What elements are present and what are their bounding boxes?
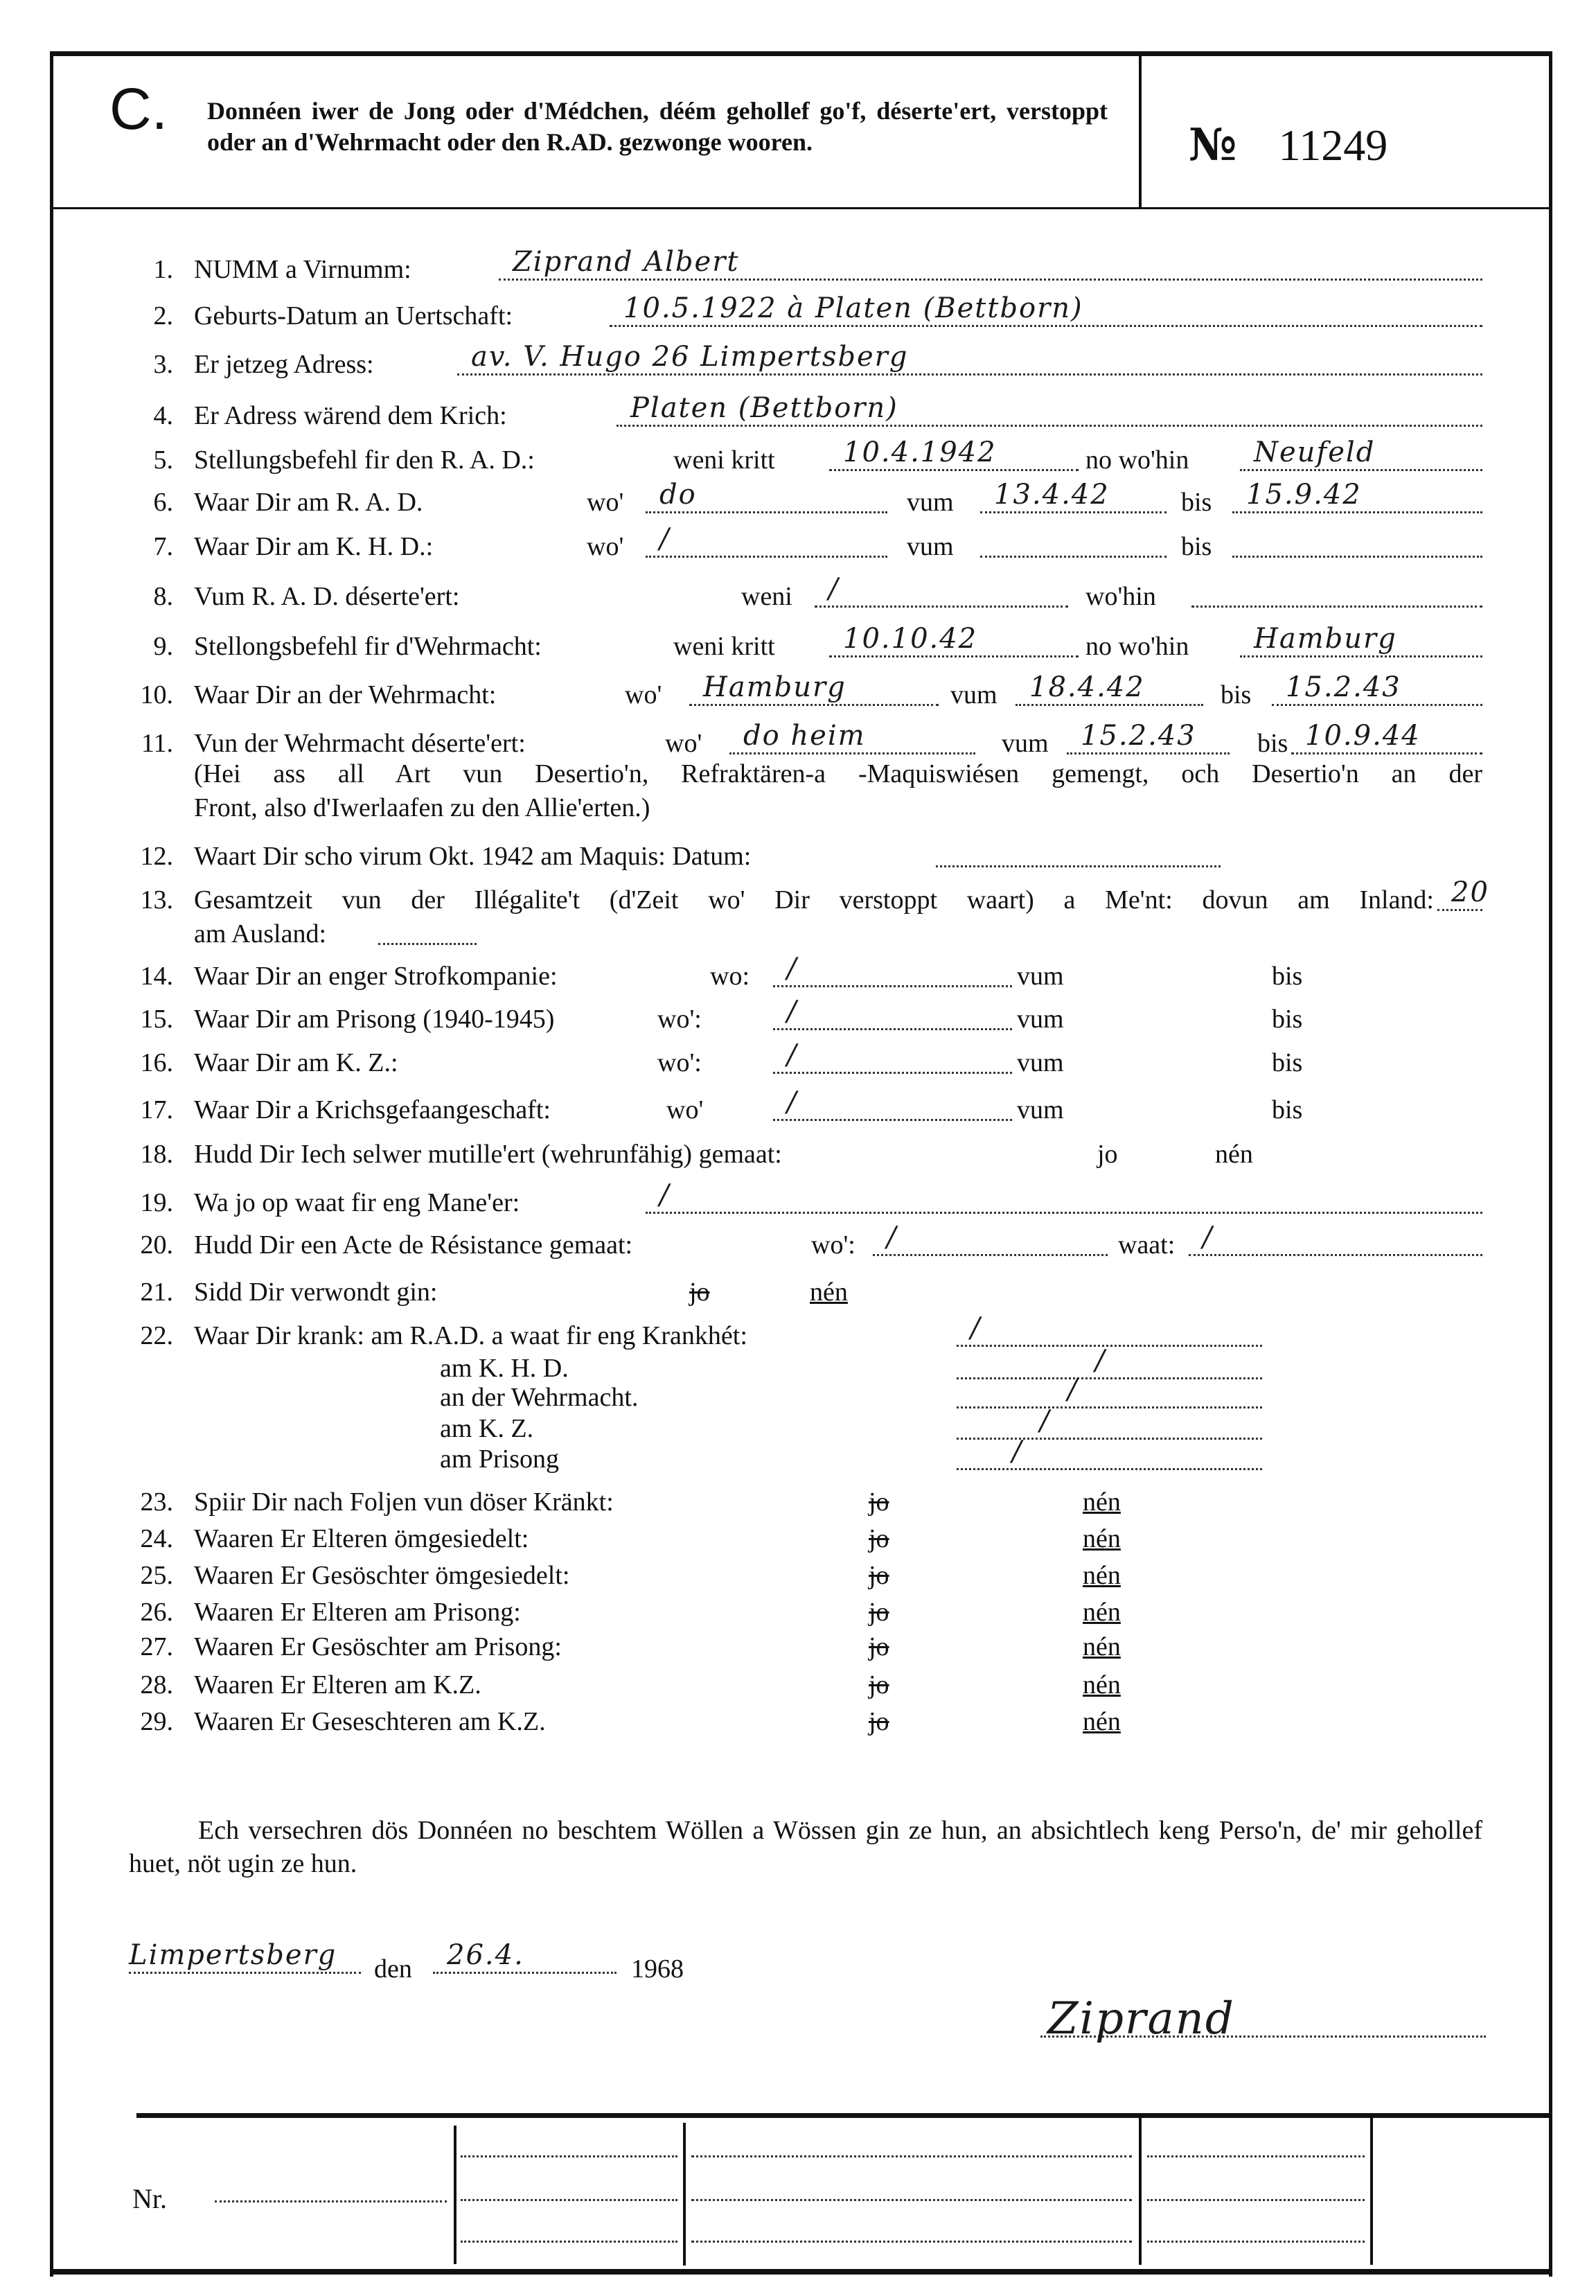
field-prefix[interactable]: nén (1083, 1598, 1121, 1627)
input-field[interactable] (610, 292, 1482, 327)
footer-table-cell-line[interactable] (691, 2199, 1132, 2201)
header-divider (51, 207, 1552, 209)
handwritten-value: / (787, 1039, 798, 1071)
handwritten-value: Platen (Bettborn) (630, 392, 898, 424)
field-prefix: bis (1221, 680, 1252, 709)
signing-place-field[interactable] (129, 1940, 361, 1974)
form-row-8 (0, 573, 1596, 612)
handwritten-value: Hamburg (703, 671, 846, 703)
row-number: 26. (140, 1598, 173, 1627)
handwritten-value: / (828, 573, 840, 605)
row-label: Geburts-Datum an Uertschaft: (194, 301, 513, 330)
declaration: Ech versechren dös Donnéen no beschtem Wöllen a Wössen gin ze hun, an absichtlech keng Perso'n, de' mir gehollef huet, nöt ugin ze hun. (129, 1816, 1482, 1878)
field-prefix: wo'hin (1085, 582, 1156, 611)
handwritten-value: Neufeld (1254, 436, 1376, 468)
handwritten-value: / (970, 1312, 982, 1344)
form-row-29 (0, 1706, 1596, 1738)
row-label: Waar Dir am Prisong (1940-1945) (194, 1005, 555, 1034)
form-row-1 (0, 246, 1596, 285)
footer-table-cell-line[interactable] (691, 2241, 1132, 2243)
input-field[interactable] (499, 246, 1482, 281)
row-number: 28. (140, 1670, 173, 1699)
handwritten-value: 20 (1451, 876, 1489, 908)
row-label: Waaren Er Elteren am Prisong: (194, 1598, 521, 1627)
footer-table-divider (1370, 2118, 1373, 2265)
handwritten-value: 13.4.42 (994, 479, 1110, 511)
handwritten-value: / (1040, 1405, 1051, 1437)
handwritten-value: do heim (743, 720, 866, 752)
input-field[interactable] (1291, 720, 1482, 754)
field-prefix: wo': (657, 1005, 702, 1034)
form-row-7 (0, 523, 1596, 563)
field-prefix: wo' (587, 488, 624, 517)
row13-ausland (0, 918, 1596, 950)
signature: Ziprand (1047, 1993, 1235, 2045)
row-label: Spiir Dir nach Foljen vun döser Kränkt: (194, 1487, 614, 1517)
input-field[interactable] (815, 573, 1068, 608)
footer-table-cell-line[interactable] (691, 2155, 1132, 2157)
input-field[interactable] (729, 720, 975, 754)
footer-table-cell-line[interactable] (1147, 2155, 1365, 2157)
field-prefix[interactable]: nén (1083, 1524, 1121, 1553)
handwritten-value: / (659, 523, 671, 555)
handwritten-value: 10.9.44 (1305, 720, 1421, 752)
row-number: 3. (153, 350, 173, 379)
field-prefix[interactable]: nén (1083, 1561, 1121, 1590)
handwritten-value: / (787, 953, 798, 984)
frame-bottom-border (51, 2269, 1552, 2275)
form-row-13 (0, 876, 1596, 916)
form-row-28 (0, 1669, 1596, 1701)
input-field[interactable] (829, 623, 1079, 657)
row-number: 25. (140, 1561, 173, 1590)
row22-subline (0, 1374, 1596, 1413)
handwritten-value: / (1095, 1345, 1106, 1377)
field-prefix: bis (1272, 962, 1303, 991)
form-row-23 (0, 1486, 1596, 1518)
form-row-4 (0, 392, 1596, 432)
input-field[interactable] (936, 840, 1221, 867)
row-number: 10. (140, 680, 173, 709)
field-prefix[interactable]: nén (810, 1278, 848, 1307)
input-field[interactable] (773, 1039, 1012, 1074)
subline-label: an der Wehrmacht. (440, 1383, 639, 1412)
row-label: Stellungsbefehl fir den R. A. D.: (194, 445, 535, 475)
handwritten-value: 10.4.1942 (843, 436, 997, 468)
field-prefix: wo' (587, 532, 624, 561)
row-label: Waar Dir krank: am R.A.D. a waat fir eng Krankhét: (194, 1321, 747, 1350)
form-row-5 (0, 436, 1596, 476)
row-label: Waaren Er Elteren am K.Z. (194, 1670, 481, 1699)
field-prefix: wo' (665, 729, 702, 758)
field-prefix: wo: (710, 962, 750, 991)
handwritten-value: 15.2.43 (1081, 720, 1196, 752)
field-prefix: vum (1017, 1095, 1064, 1124)
field-prefix: waat: (1118, 1230, 1176, 1260)
subline-label: am K. Z. (440, 1414, 534, 1443)
input-field[interactable] (957, 1345, 1262, 1379)
subline-label: am K. H. D. (440, 1354, 569, 1383)
input-field[interactable] (1240, 436, 1482, 471)
row11-note-line1: (Hei ass all Art vun Desertio'n, Refraktären-a -Maquiswiésen gemengt, och Desertio'n an der (194, 759, 1482, 788)
row-number: 23. (140, 1487, 173, 1517)
row-label: Er Adress wärend dem Krich: (194, 401, 507, 430)
row-label: Waar Dir am K. Z.: (194, 1048, 398, 1077)
input-field[interactable] (1232, 479, 1482, 513)
input-field[interactable] (1067, 720, 1230, 754)
row-label: Stellongsbefehl fir d'Wehrmacht: (194, 632, 542, 661)
row11-note-line2: Front, also d'Iwerlaafen zu den Allie'erten.) (194, 793, 650, 822)
field-prefix[interactable]: jo (869, 1524, 889, 1553)
row-number: 27. (140, 1632, 173, 1661)
form-row-26 (0, 1596, 1596, 1628)
field-prefix: bis (1272, 1005, 1303, 1034)
row-number: 19. (140, 1188, 173, 1217)
signing-place: Limpertsberg (129, 1939, 337, 1971)
handwritten-value: Hamburg (1254, 623, 1397, 655)
field-prefix: weni (741, 582, 792, 611)
field-prefix: wo': (811, 1230, 855, 1260)
row-label: Waaren Er Elteren ömgesiedelt: (194, 1524, 529, 1553)
row-number: 29. (140, 1707, 173, 1736)
form-row-11 (0, 720, 1596, 759)
footer-table-cell-line[interactable] (461, 2155, 677, 2157)
input-field[interactable] (1191, 581, 1482, 608)
input-field[interactable] (689, 671, 939, 706)
input-field[interactable] (980, 479, 1167, 513)
row-label: Waaren Er Gesöschter am Prisong: (194, 1632, 562, 1661)
field-prefix: weni kritt (673, 632, 775, 661)
form-row-20 (0, 1221, 1596, 1261)
handwritten-value: 18.4.42 (1029, 671, 1145, 703)
form-row-27 (0, 1631, 1596, 1663)
row-number: 4. (153, 401, 173, 430)
row22-subline (0, 1405, 1596, 1445)
form-row-21 (0, 1276, 1596, 1308)
row-number: 13. (140, 885, 173, 915)
form-row-17 (0, 1086, 1596, 1126)
form-row-6 (0, 479, 1596, 518)
form-row-18 (0, 1138, 1596, 1170)
row-number: 22. (140, 1321, 173, 1350)
row-label: Waaren Er Gesöschter ömgesiedelt: (194, 1561, 570, 1590)
field-prefix: no wo'hin (1085, 445, 1189, 475)
input-field[interactable] (829, 436, 1079, 471)
ausland-field[interactable] (378, 918, 477, 945)
field-prefix: bis (1272, 1048, 1303, 1077)
field-prefix[interactable]: jo (869, 1670, 889, 1699)
row-label: Waar Dir am R. A. D. (194, 488, 423, 517)
input-field[interactable] (457, 341, 1482, 376)
field-prefix[interactable]: jo (869, 1598, 889, 1627)
input-field[interactable] (773, 996, 1012, 1030)
input-field[interactable] (957, 1374, 1262, 1408)
row-label: Waart Dir scho virum Okt. 1942 am Maquis: Datum: (194, 842, 752, 871)
handwritten-value: / (787, 1086, 798, 1118)
number-symbol: № (1189, 119, 1237, 171)
field-prefix: no wo'hin (1085, 632, 1189, 661)
input-field[interactable] (957, 1436, 1262, 1470)
row-label: Vun der Wehrmacht déserte'ert: (194, 729, 526, 758)
row-number: 5. (153, 445, 173, 475)
row-label: Hudd Dir Iech selwer mutille'ert (wehrunfähig) gemaat: (194, 1140, 782, 1169)
row-label: Waaren Er Geseschteren am K.Z. (194, 1707, 546, 1736)
form-row-9 (0, 623, 1596, 662)
form-row-10 (0, 671, 1596, 711)
row-label: Waar Dir an enger Strofkompanie: (194, 962, 558, 991)
row-label: NUMM a Virnumm: (194, 255, 411, 284)
signature-field[interactable] (1040, 1981, 1486, 2045)
field-prefix: wo' (666, 1095, 704, 1124)
form-row-2 (0, 292, 1596, 332)
field-prefix: wo' (625, 680, 662, 709)
form-title: Donnéen iwer de Jong oder d'Médchen, déém gehollef go'f, déserte'ert, verstoppt oder an d'Wehrmacht oder den R.AD. gezwonge wooren. (207, 97, 1108, 156)
input-field[interactable] (1016, 671, 1203, 706)
handwritten-value: / (1203, 1221, 1214, 1253)
section-letter: C. (109, 76, 168, 141)
row-number: 12. (140, 842, 173, 871)
row-number: 15. (140, 1005, 173, 1034)
footer-table-cell-line[interactable] (461, 2241, 677, 2243)
form-row-25 (0, 1560, 1596, 1591)
footer-table-divider (1139, 2118, 1142, 2265)
row-number: 8. (153, 582, 173, 611)
field-prefix: wo': (657, 1048, 702, 1077)
handwritten-value: / (659, 1179, 671, 1211)
field-prefix[interactable]: jo (869, 1487, 889, 1517)
row-number: 14. (140, 962, 173, 991)
field-prefix: vum (1017, 1048, 1064, 1077)
row-number: 24. (140, 1524, 173, 1553)
input-field[interactable] (773, 953, 1012, 987)
input-field[interactable] (1232, 531, 1482, 558)
row-label: Waar Dir an der Wehrmacht: (194, 680, 497, 709)
handwritten-value: / (1067, 1374, 1079, 1406)
field-prefix[interactable]: jo (869, 1632, 889, 1661)
field-prefix: vum (907, 532, 954, 561)
input-field[interactable] (1437, 876, 1489, 911)
input-field[interactable] (1240, 623, 1482, 657)
frame-top-border (51, 51, 1552, 56)
input-field[interactable] (1189, 1221, 1482, 1256)
footer-table-cell-line[interactable] (461, 2199, 677, 2201)
footer-table-top-line (136, 2113, 1552, 2118)
form-row-14 (0, 953, 1596, 992)
nr-field[interactable] (215, 2200, 447, 2202)
handwritten-value: / (1012, 1436, 1023, 1467)
input-field[interactable] (1272, 671, 1482, 706)
handwritten-value: / (887, 1221, 898, 1253)
den-label: den (374, 1954, 412, 1984)
row-number: 20. (140, 1230, 173, 1260)
form-number-value: 11249 (1278, 121, 1388, 170)
field-prefix[interactable]: jo (689, 1278, 710, 1307)
footer-table-cell-line[interactable] (1147, 2199, 1365, 2201)
row-number: 7. (153, 532, 173, 561)
field-prefix[interactable]: jo (869, 1561, 889, 1590)
field-prefix: bis (1181, 488, 1212, 517)
input-field[interactable] (957, 1405, 1262, 1440)
field-prefix: vum (907, 488, 954, 517)
input-field[interactable] (646, 479, 887, 513)
handwritten-value: 10.10.42 (843, 623, 978, 655)
field-prefix: weni kritt (673, 445, 775, 475)
field-prefix[interactable]: jo (869, 1707, 889, 1736)
row-number: 9. (153, 632, 173, 661)
row-number: 17. (140, 1095, 173, 1124)
field-prefix: bis (1257, 729, 1288, 758)
signing-date: 26.4. (447, 1939, 524, 1971)
form-number (1189, 118, 1387, 173)
row22-subline (0, 1345, 1596, 1384)
field-prefix[interactable]: nén (1083, 1487, 1121, 1517)
row-number: 6. (153, 488, 173, 517)
row-number: 16. (140, 1048, 173, 1077)
row-label: Er jetzeg Adress: (194, 350, 374, 379)
footer-table-cell-line[interactable] (1147, 2241, 1365, 2243)
row-label: Wa jo op waat fir eng Mane'er: (194, 1188, 520, 1217)
input-field[interactable] (617, 392, 1482, 427)
field-prefix[interactable]: nén (1083, 1707, 1121, 1736)
handwritten-value: / (787, 996, 798, 1027)
form-row-16 (0, 1039, 1596, 1079)
header-vertical-divider (1139, 54, 1142, 208)
handwritten-value: av. V. Hugo 26 Limpertsberg (471, 341, 909, 373)
row-number: 1. (153, 255, 173, 284)
field-prefix: nén (1215, 1140, 1253, 1169)
handwritten-value: Ziprand Albert (513, 246, 740, 278)
row-label: Waar Dir am K. H. D.: (194, 532, 434, 561)
input-field[interactable] (646, 523, 887, 558)
row-label: Hudd Dir een Acte de Résistance gemaat: (194, 1230, 633, 1260)
input-field[interactable] (773, 1086, 1012, 1121)
handwritten-value: 10.5.1922 à Platen (Bettborn) (623, 292, 1083, 324)
field-prefix[interactable]: nén (1083, 1670, 1121, 1699)
signing-date-field[interactable] (433, 1940, 617, 1974)
footer-table-divider (454, 2126, 456, 2264)
form-row-15 (0, 996, 1596, 1035)
ausland-label: am Ausland: (194, 919, 327, 948)
input-field[interactable] (957, 1312, 1262, 1347)
field-prefix[interactable]: nén (1083, 1632, 1121, 1661)
handwritten-value: 15.2.43 (1286, 671, 1401, 703)
field-prefix: vum (1002, 729, 1049, 758)
row-label: Gesamtzeit vun der Illégalite't (d'Zeit wo' Dir verstoppt waart) a Me'nt: dovun am Inland: (194, 885, 1434, 915)
row-number: 2. (153, 301, 173, 330)
nr-label: Nr. (132, 2183, 167, 2214)
form-row-12 (0, 840, 1596, 872)
footer-table-divider (683, 2123, 686, 2266)
row-label: Waar Dir a Krichsgefaangeschaft: (194, 1095, 551, 1124)
field-prefix: vum (1017, 962, 1064, 991)
field-prefix: vum (1017, 1005, 1064, 1034)
field-prefix: bis (1181, 532, 1212, 561)
input-field[interactable] (873, 1221, 1108, 1256)
subline-label: am Prisong (440, 1445, 560, 1474)
signing-year: 1968 (631, 1954, 684, 1984)
row22-subline (0, 1436, 1596, 1475)
field-prefix: jo (1097, 1140, 1118, 1169)
handwritten-value: do (659, 479, 697, 511)
input-field[interactable] (980, 531, 1167, 558)
row-number: 21. (140, 1278, 173, 1307)
form-row-22 (0, 1312, 1596, 1352)
row-number: 11. (141, 729, 173, 758)
form-row-3 (0, 341, 1596, 380)
handwritten-value: 15.9.42 (1246, 479, 1362, 511)
row-number: 18. (140, 1140, 173, 1169)
field-prefix: vum (950, 680, 998, 709)
form-row-19 (0, 1179, 1596, 1219)
row-label: Vum R. A. D. déserte'ert: (194, 582, 460, 611)
form-row-24 (0, 1523, 1596, 1555)
input-field[interactable] (646, 1179, 1482, 1214)
row-label: Sidd Dir verwondt gin: (194, 1278, 438, 1307)
field-prefix: bis (1272, 1095, 1303, 1124)
